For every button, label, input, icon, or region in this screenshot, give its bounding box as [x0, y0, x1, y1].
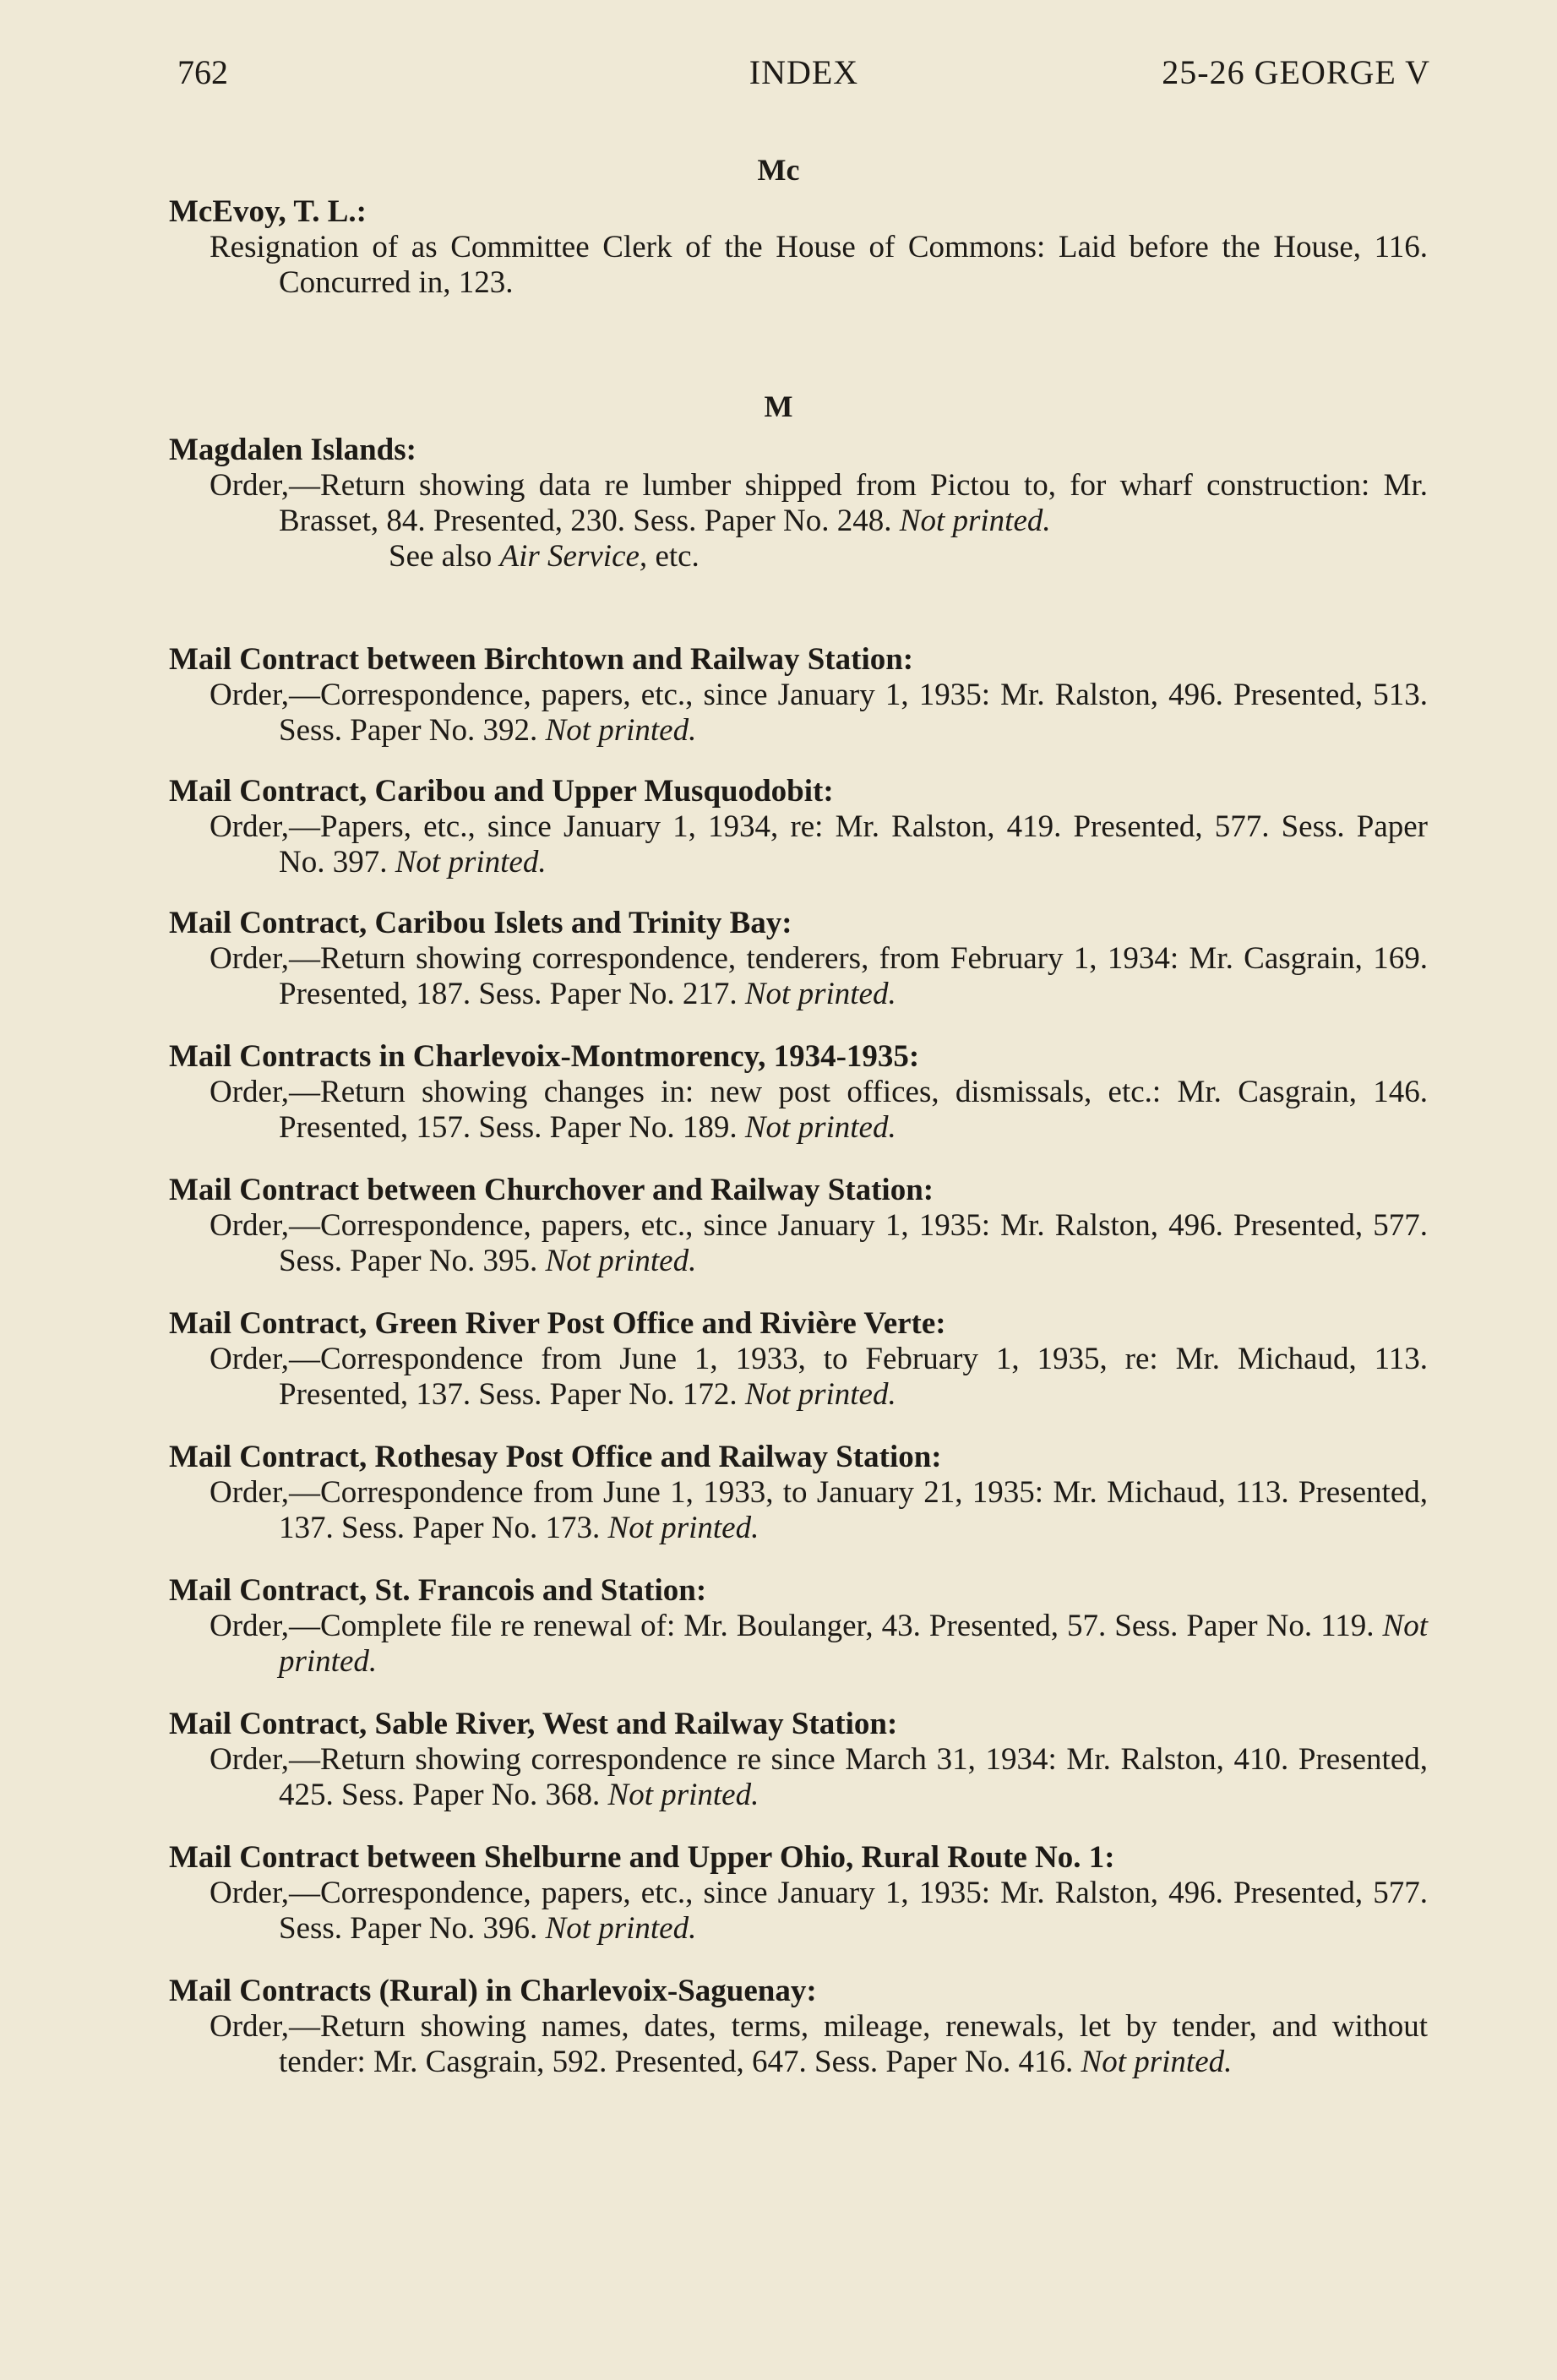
section-heading-m: M — [764, 389, 793, 423]
index-entry — [169, 642, 1428, 749]
see-also-reference: See also Air Service, etc. — [389, 539, 700, 574]
reign-label: 25-26 GEORGE V — [1162, 53, 1430, 91]
entry-text: Order,—Return showing changes in: new post offices, dismissals, etc.: Mr. Casgrain, 146. Presented, 157. Sess. Paper No. 189. Not printed. — [210, 1075, 1428, 1145]
entry-term: Mail Contract between Churchover and Railway Station: — [169, 1173, 934, 1207]
entry-text: Order,—Correspondence, papers, etc., since January 1, 1935: Mr. Ralston, 496. Presented, 577. Sess. Paper No. 396. Not printed. — [210, 1876, 1428, 1946]
index-entry — [169, 1306, 1428, 1413]
index-entry — [169, 1707, 1428, 1813]
index-entry — [169, 774, 1428, 880]
entry-term: Mail Contract, Caribou and Upper Musquodobit: — [169, 774, 834, 809]
entry-text: Order,—Return showing data re lumber shipped from Pictou to, for wharf construction: Mr. Brasset, 84. Presented, 230. Sess. Paper No. 248. Not printed. — [210, 468, 1428, 538]
entry-term: Mail Contract between Shelburne and Upper Ohio, Rural Route No. 1: — [169, 1840, 1115, 1875]
entry-text: Order,—Correspondence from June 1, 1933, to February 1, 1935, re: Mr. Michaud, 113. Presented, 137. Sess. Paper No. 172. Not printed. — [210, 1342, 1428, 1412]
entry-term: Mail Contract, Green River Post Office and Rivière Verte: — [169, 1306, 946, 1341]
entry-term: Mail Contract, Caribou Islets and Trinity Bay: — [169, 906, 792, 940]
page-header — [177, 52, 1430, 103]
entry-text: Order,—Papers, etc., since January 1, 1934, re: Mr. Ralston, 419. Presented, 577. Sess. Paper No. 397. Not printed. — [210, 809, 1428, 880]
index-entry — [169, 1039, 1428, 1146]
entry-term: Mail Contract, Sable River, West and Railway Station: — [169, 1707, 898, 1741]
index-entry — [169, 1573, 1428, 1680]
page-number: 762 — [177, 53, 228, 91]
index-entry — [169, 1173, 1428, 1279]
entry-text: Order,—Return showing names, dates, terms, mileage, renewals, let by tender, and without tender: Mr. Casgrain, 592. Presented, 647. Sess. Paper No. 416. Not printed. — [210, 2009, 1428, 2079]
index-entry — [169, 906, 1428, 1012]
running-title: INDEX — [749, 53, 859, 91]
entry-text: Resignation of as Committee Clerk of the House of Commons: Laid before the House, 116. Concurred in, 123. — [210, 230, 1428, 300]
entry-term: McEvoy, T. L.: — [169, 194, 367, 229]
entry-text: Order,—Return showing correspondence, tenderers, from February 1, 1934: Mr. Casgrain, 169. Presented, 187. Sess. Paper No. 217. Not printed. — [210, 941, 1428, 1011]
index-entry — [169, 1840, 1428, 1947]
entry-term: Mail Contract between Birchtown and Railway Station: — [169, 642, 914, 677]
entry-text: Order,—Correspondence, papers, etc., since January 1, 1935: Mr. Ralston, 496. Presented, 577. Sess. Paper No. 395. Not printed. — [210, 1208, 1428, 1278]
index-entry — [169, 1440, 1428, 1546]
index-entry — [169, 1974, 1428, 2080]
entry-text: Order,—Correspondence, papers, etc., since January 1, 1935: Mr. Ralston, 496. Presented, 513. Sess. Paper No. 392. Not printed. — [210, 678, 1428, 748]
entry-term: Mail Contracts in Charlevoix-Montmorency, 1934-1935: — [169, 1039, 920, 1074]
entry-term: Mail Contracts (Rural) in Charlevoix-Saguenay: — [169, 1974, 817, 2008]
index-entry — [169, 433, 1428, 575]
entry-text: Order,—Return showing correspondence re since March 31, 1934: Mr. Ralston, 410. Presented, 425. Sess. Paper No. 368. Not printed. — [210, 1742, 1428, 1812]
entry-term: Mail Contract, Rothesay Post Office and Railway Station: — [169, 1440, 942, 1474]
entry-term: Magdalen Islands: — [169, 433, 416, 467]
section-heading-mc: Mc — [757, 153, 800, 187]
entry-text: Order,—Complete file re renewal of: Mr. Boulanger, 43. Presented, 57. Sess. Paper No. 119. Not printed. — [210, 1609, 1428, 1679]
entry-term: Mail Contract, St. Francois and Station: — [169, 1573, 707, 1608]
entry-text: Order,—Correspondence from June 1, 1933, to January 21, 1935: Mr. Michaud, 113. Presented, 137. Sess. Paper No. 173. Not printed. — [210, 1475, 1428, 1545]
index-entry — [169, 194, 1428, 301]
